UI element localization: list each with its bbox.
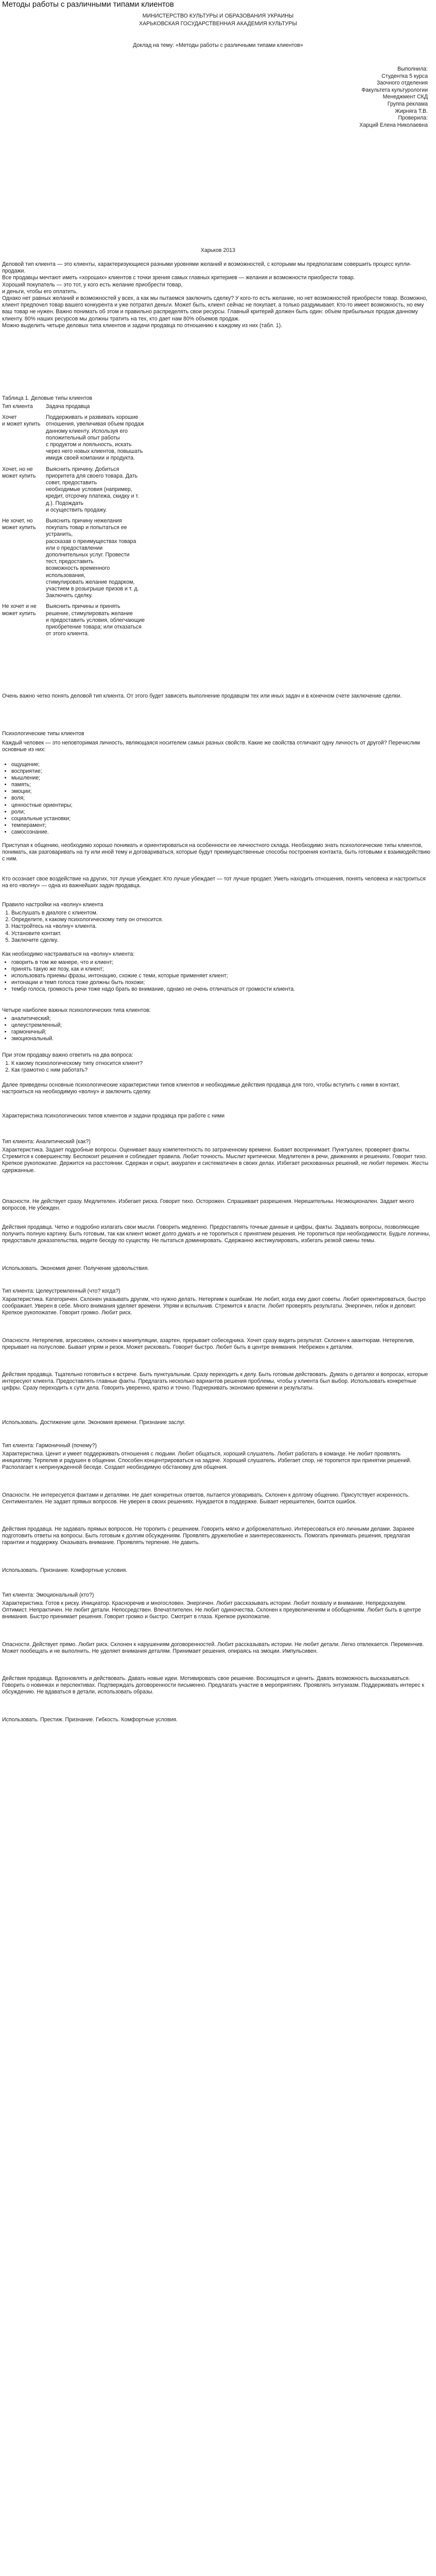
- type-use: Использовать. Достижение цели. Экономия времени. Признание заслуг.: [2, 1419, 186, 1426]
- type-characteristics: Характеристика. Задает подробные вопросы. Оценивает вашу компетентность по затраченному времени. Бывает воспринимает. Пунктуален, проверяет факты. Стремится к совершенству. Беспокоит решения и соблюдает правила. Любит точность. Мыслит критически. Медлителен в речи, движениях и решениях. Говорит тихо. Крепкое рукопожатие. Держится на расстоянии. Сдержан и скрыт, аккуратен и систематичен в своих делах. Избегает рискованных решений, не любит перемен. Жесты сдержанные.: [2, 1147, 429, 1174]
- paragraph: Кто осознает свое воздействие на других, тот лучше убеждает. Кто лучше убеждает — тот лучше продает. Уметь находить отношения, понять человека и настроиться на его «волну» — одна из важнейших задач продавца.: [2, 876, 426, 889]
- list-item: • эмоции;: [11, 788, 73, 795]
- list-item: • память;: [11, 782, 73, 788]
- section-heading: Психологические типы клиентов: [2, 731, 84, 737]
- list-item: • социальные установки;: [11, 816, 73, 822]
- type-actions: Действия продавца. Четко и подробно излагать свои мысли. Говорить медленно. Предоставлять точные данные и цифры, факты. Задавать вопросы, позволяющие получить полную картину. Быть готовым, так как клиент может долго думать и не торопиться с принятием решения. Не торопиться при необходимости. Будьте логичны, предоставьте доказательства, ведите беседу по существу. Не пытаться доминировать. Сдержанно жестикулировать, избегать резкой смены темы.: [2, 1224, 430, 1244]
- client-type-heading: Тип клиента: Аналитический (как?): [2, 1139, 91, 1145]
- section-heading: При этом продавцу важно ответить на два вопроса:: [2, 1052, 133, 1058]
- report-topic: Доклад на тему: «Методы работы с различными типами клиентов»: [133, 42, 303, 48]
- table-cell-task: Выяснить причину нежелания покупать товар и попытаться ее устранить, рассказав о преимуществах товара или о предоставлении дополнительных услуг. Провести тест, предоставить возможность временного использования, стимулировать желание подарком, участием в розыгрыше призов и т. д. Заключить сделку.: [46, 518, 139, 599]
- type-risks: Опасности. Нетерпелив, агрессивен, склонен к манипуляции, азартен, прерывает собеседника. Хочет сразу видеть результат. Склонен к авантюрам. Нетерпелив, прерывает на полуслове. Бывает упрям и резок. Может рисковать. Говорит быстро. Любит быть в центре внимания. Небрежен к деталям.: [2, 1337, 414, 1351]
- type-characteristics: Характеристика. Категоричен. Склонен указывать другим, что нужно делать. Нетерпим к ошибкам. Не любит, когда ему дают советы. Любит ориентироваться, быстро соображает. Уверен в себе. Много внимания уделяет времени. Упрям и вспыльчив. Стремится к власти. Любит проверять результаты. Энергичен, гибок и деловит. Крепкое рукопожатие. Говорит громко. Любит риск.: [2, 1296, 426, 1316]
- client-type-heading: Тип клиента: Гармоничный (почему?): [2, 1443, 97, 1449]
- list-item: • мышление;: [11, 775, 73, 782]
- type-use: Использовать. Престиж. Признание. Гибкость. Комфортные условия.: [2, 1717, 178, 1723]
- document-title: Методы работы с различными типами клиентов: [2, 0, 174, 9]
- byline-line: Заочного отделения: [376, 80, 428, 87]
- list-item: 5. Заключите сделку.: [11, 937, 163, 944]
- table-cell-task: Поддерживать и развивать хорошие отношения, увеличивая объем продаж данному клиенту. Используя его положительный опыт работы с продуктом и лояльность, искать через него новых клиентов, повышать имидж своей компании и продукта.: [46, 414, 144, 462]
- list-item: • самосознание.: [11, 829, 73, 836]
- table-row: [2, 410, 197, 462]
- byline-line: Факультета культурологии: [361, 87, 428, 93]
- list-item: 1. Выслушать в диалоге с клиентом.: [11, 910, 163, 917]
- table-row: [2, 462, 197, 514]
- byline-line: Харций Елена Николаевна: [359, 122, 428, 128]
- paragraph: Можно выделить четыре деловых типа клиентов и задачи продавца по отношению к каждому из них (табл. 1).: [2, 322, 283, 329]
- paragraph: Характеристика психологических типов клиентов и задачи продавца при работе с ними: [2, 1113, 225, 1119]
- section-heading: Как необходимо настраиваться на «волну» клиента:: [2, 951, 135, 957]
- section-heading: Правило настройки на «волну» клиента: [2, 902, 103, 908]
- type-use: Использовать. Признание. Комфортные условия.: [2, 1567, 128, 1573]
- traits-list: [2, 761, 73, 836]
- how-list: [2, 959, 423, 993]
- four-types-list: [2, 1015, 62, 1042]
- table-cell-type: Хочет, но не может купить: [2, 466, 36, 479]
- list-item: • эмоциональный.: [11, 1036, 62, 1042]
- table-cell-task: Выяснить причины и принять решение, стимулировать желание и предоставить условия, облегчающие приобретение товара; или отказаться от этого клиента.: [46, 603, 145, 637]
- table-cell-type: Хочет и может купить: [2, 414, 41, 428]
- type-actions: Действия продавца. Вдохновлять и действовать. Давать новые идеи. Мотивировать свое решение. Восхищаться и ценить. Давать возможность высказываться. Говорить о новинках и перспективах. Подтверждать договоренности письменно. Предлагать участие в мероприятиях. Проявлять энтузиазм. Поддерживать интерес к обсуждению. Не вдаваться в детали, использовать образы.: [2, 1675, 425, 1696]
- list-item: 3. Настройтесь на «волну» клиента.: [11, 923, 163, 930]
- paragraph: Хороший покупатель — это тот, у кого есть желание приобрести товар,: [2, 281, 183, 288]
- byline-line: Группа реклама: [387, 100, 428, 107]
- list-item: • восприятие;: [11, 768, 73, 775]
- byline-line: Жирняга Т.В.: [395, 108, 428, 114]
- type-risks: Опасности. Не действует сразу. Медлителен. Избегает риска. Говорит тихо. Осторожен. Спрашивает разрешения. Нерешительны. Неэмоционален. Задает много вопросов, Не убежден.: [2, 1198, 414, 1212]
- list-item: • роли;: [11, 809, 73, 816]
- list-item: • темперамент;: [11, 822, 73, 829]
- type-risks: Опасности. Действует прямо. Любит риск. Склонен к нарушениям договоренностей. Любит рассказывать истории. Не любит детали. Легко отвлекается. Переменчив. Может пообещать и не выполнить. Не уделяет внимания деталям. Принимает решения, опираясь на эмоции. Импульсивен.: [2, 1641, 424, 1655]
- list-item: • использовать приемы фразы, интонацию, схожие с теми, которые применяет клиент;: [11, 973, 423, 979]
- list-item: 2. Как грамотно с ним работать?: [11, 1067, 143, 1074]
- section-heading: Четыре наиболее важных психологических типа клиентов:: [2, 1007, 151, 1013]
- table-row: [2, 599, 197, 637]
- byline-line: Менеджмент СКД: [382, 94, 428, 100]
- table-cell-task: Выяснить причину. Добиться приоритета для своего товара. Дать совет, предоставить необходимые условия (например, кредит, отсрочку платежа, скидку и т. д.). Подождать и осуществить продажу.: [46, 466, 139, 513]
- byline-line: Проверила:: [398, 115, 428, 122]
- after-table-paragraph: Очень важно четко понять деловой тип клиента. От этого будет зависеть выполнение продавцом тех или иных задач и в конечном счете заключение сделки.: [2, 693, 402, 699]
- list-item: • аналитический;: [11, 1015, 62, 1022]
- client-type-heading: Тип клиента: Эмоциональный (кто?): [2, 1592, 94, 1598]
- type-characteristics: Характеристика. Готов к риску. Инициатор. Красноречив и многословен. Энергичен. Любит рассказывать истории. Любит похвалу и внимание. Непредсказуем. Оптимист. Непрактичен. Не любит детали. Непосредствен. Впечатлителен. Не любит одиночества. Склонен к преувеличениям и обобщениям. Любит быть в центре внимания. Быстро принимает решения. Говорит громко и быстро. Смотрит в глаза. Крепкое рукопожатие.: [2, 1600, 421, 1620]
- rules-list: [2, 910, 163, 944]
- paragraph: Приступая к общению, необходимо хорошо понимать и ориентироваться на особенности ее личностного склада. Необходимо знать психологические типы клиентов, понимать, как разговаривать на ту или иной тему и договариваться, которые будут преимущественные способы построения контакта, быть готовыми к взаимодействию с ним.: [2, 842, 430, 862]
- paragraph: Каждый человек — это неповторимая личность, являющаяся носителем самых разных свойств. Какие же свойства отличают одну личность от другой? Перечислим основные из них:: [2, 740, 420, 753]
- type-actions: Действия продавца. Не задавать прямых вопросов. Не торопить с решением. Говорить мягко и доброжелательно. Интересоваться его личными делами. Заранее подготовить ответы на вопросы. Быть готовым к долгим обсуждениям. Проявлять дружелюбие и заинтересованность. Помогать принимать решения, предлагая гарантии и поддержку. Оказывать внимание. Проявлять терпение. Не давить.: [2, 1526, 414, 1546]
- list-item: • воля;: [11, 795, 73, 802]
- table-cell-type: Не хочет и не может купить: [2, 603, 37, 617]
- list-item: • целеустремленный;: [11, 1022, 62, 1029]
- byline: [359, 66, 428, 129]
- academy-line: ХАРЬКОВСКАЯ ГОСУДАРСТВЕННАЯ АКАДЕМИЯ КУЛЬТУРЫ: [139, 21, 297, 27]
- city-year: Харьков 2013: [200, 247, 236, 253]
- paragraph: Далее приведены основные психологические характеристики типов клиентов и необходимые действия продавца для того, чтобы вступить с ними в контакт, настроиться на необходимую «волну» и заключить сделку.: [2, 1082, 400, 1095]
- list-item: 2. Определите, к какому психологическому типу он относится.: [11, 917, 163, 923]
- paragraph: и деньги, чтобы его оплатить.: [2, 288, 78, 295]
- table-header: Тип клиента: [2, 403, 33, 410]
- type-actions: Действия продавца. Тщательно готовиться к встрече. Быть пунктуальным. Сразу переходить к делу. Быть готовым действовать. Думать о деталях и вопросах, которые интересуют клиента. Предоставлять главные факты. Предлагать несколько вариантов решения проблемы, чтобы у клиента был выбор. Использовать конкретные цифры. Сразу переходить к сути дела. Говорить уверенно, кратко и точно. Подчеркивать экономию времени и результаты.: [2, 1371, 428, 1392]
- list-item: • интонации и темп голоса тоже должны быть похожи;: [11, 979, 423, 986]
- type-use: Использовать. Экономия денег. Получение удовольствия.: [2, 1265, 149, 1272]
- list-item: 4. Установите контакт.: [11, 930, 163, 937]
- table-header-row: [2, 403, 197, 410]
- intro-section: [2, 261, 432, 329]
- paragraph: Деловой тип клиента — это клиенты, характеризующиеся разными уровнями желаний и возможностей, с которыми мы предполагаем совершить процесс купли-продажи.: [2, 261, 411, 275]
- questions-list: [2, 1060, 143, 1074]
- type-characteristics: Характеристика. Ценит и умеет поддерживать отношения с людьми. Любит общаться, хороший слушатель. Любит работать в команде. Не любит проявлять инициативу. Терпелив и радушен в общении. Способен концентрироваться на задаче. Хороший слушатель. Избегает спор, не торопится при принятии решений. Располагает к непринужденной беседе. Создает необходимую обстановку для общения.: [2, 1451, 412, 1471]
- client-types-table: [2, 403, 197, 638]
- paragraph: Однако нет равных желаний и возможностей у всех, а как мы пытаемся заключить сделку? У кого-то есть желание, но нет возможностей приобрести товар. Возможно, клиент предпочел товар вашего конкурента и уже потратил деньги. Может быть, клиент сейчас не покупает, а только раздумывает. Кто-то имеет возможность, но ему ваш товар не нужен. Важно понимать об этом и правильно распределять свои ресурсы. Главный критерий должен быть один: объем прибыльных продаж данному клиенту. 80% наших ресурсов мы должны тратить на тех, кто дает нам 80% объемов продаж.: [2, 295, 428, 322]
- type-risks: Опасности. Не интересуется фактами и деталями. Не дает конкретных ответов, пытается уговаривать. Склонен к долгому общению. Присутствует искренность. Сентиментален. Не задает прямых вопросов. Не уверен в своих решениях. Нуждается в поддержке. Бывает нерешителен, боится ошибок.: [2, 1492, 410, 1505]
- list-item: • говорить в том же манере, что и клиент;: [11, 959, 423, 966]
- list-item: • ценностные ориентиры;: [11, 802, 73, 809]
- list-item: • гармоничный;: [11, 1029, 62, 1036]
- table-cell-type: Не хочет, но может купить: [2, 518, 36, 531]
- table-caption: Таблица 1. Деловые типы клиентов: [2, 395, 93, 401]
- table-header: Задача продавца: [46, 403, 90, 410]
- paragraph: Все продавцы мечтают иметь «хороших» клиентов с точки зрения самых главных критериев — желания и возможности приобрести товар.: [2, 275, 355, 281]
- byline-line: Студентка 5 курса: [381, 73, 428, 79]
- table-row: [2, 514, 197, 599]
- list-item: • ощущение;: [11, 761, 73, 768]
- list-item: • принять такую же позу, как и клиент;: [11, 966, 423, 973]
- ministry-line: МИНИСТЕРСТВО КУЛЬТУРЫ И ОБРАЗОВАНИЯ УКРАИНЫ: [142, 13, 294, 19]
- list-item: 1. К какому психологическому типу относится клиент?: [11, 1060, 143, 1067]
- list-item: • тембр голоса, громкость речи тоже надо брать во внимание, однако не очень отличаться от громкости клиента.: [11, 986, 423, 993]
- byline-line: Выполнила:: [397, 66, 428, 72]
- client-type-heading: Тип клиента: Целеустремленный (что? когда?): [2, 1288, 120, 1294]
